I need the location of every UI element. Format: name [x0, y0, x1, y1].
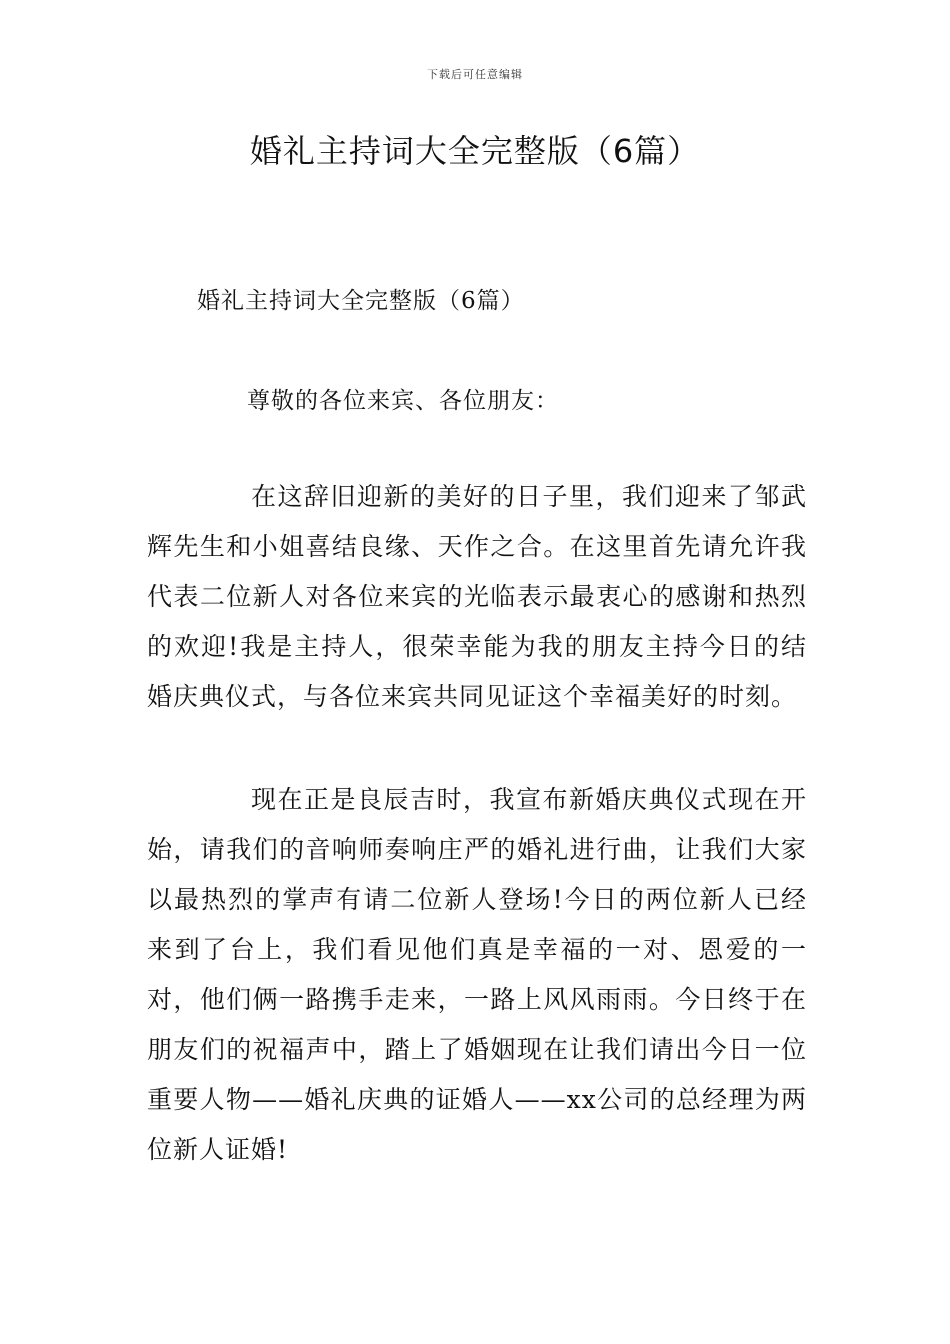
header-note: 下载后可任意编辑 — [427, 68, 523, 81]
paragraph-opening: 在这辞旧迎新的美好的日子里，我们迎来了邹武辉先生和小姐喜结良缘、天作之合。在这里首先请允许我代表二位新人对各位来宾的光临表示最衷心的感谢和热烈的欢迎!我是主持人，很荣幸能为我的朋友主持今日的结婚庆典仪式，与各位来宾共同见证这个幸福美好的时刻。 — [147, 482, 807, 711]
salutation: 尊敬的各位来宾、各位朋友： — [247, 388, 559, 414]
document-title: 婚礼主持词大全完整版（6篇） — [249, 132, 701, 170]
document-subtitle: 婚礼主持词大全完整版（6篇） — [197, 288, 525, 314]
paragraph-ceremony-start: 现在正是良辰吉时，我宣布新婚庆典仪式现在开始，请我们的音响师奏响庄严的婚礼进行曲，让我们大家以最热烈的掌声有请二位新人登场!今日的两位新人已经来到了台上，我们看见他们真是幸福的一对、恩爱的一对，他们俩一路携手走来，一路上风风雨雨。今日终于在朋友们的祝福声中，踏上了婚姻现在让我们请出今日一位重要人物——婚礼庆典的证婚人——xx公司的总经理为两位新人证婚! — [147, 785, 807, 1164]
